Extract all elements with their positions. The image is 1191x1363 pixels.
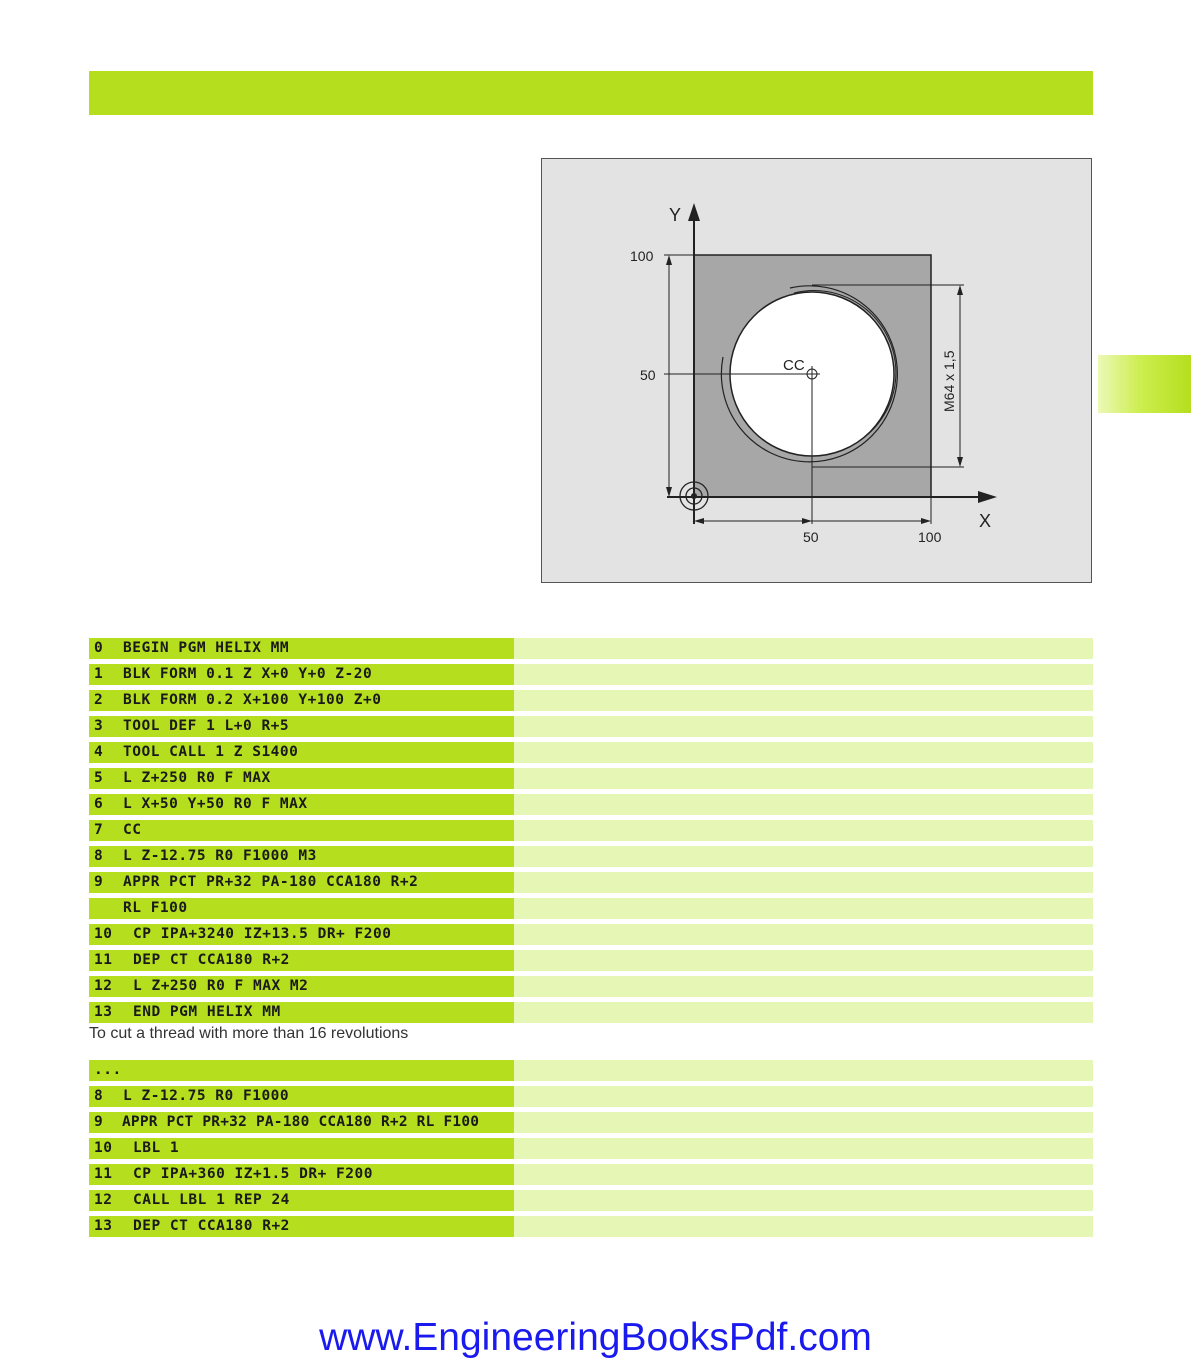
program-listing-loop <box>89 1060 1093 1242</box>
nc-block: BLK FORM 0.2 X+100 Y+100 Z+0 <box>123 692 382 708</box>
nc-block: DEP CT CCA180 R+2 <box>133 1218 290 1234</box>
line-number: 6 <box>94 796 104 812</box>
code-row <box>89 976 1093 997</box>
line-number: 10 <box>94 926 113 942</box>
code-row <box>89 872 1093 893</box>
line-number: 13 <box>94 1004 113 1020</box>
nc-block: APPR PCT PR+32 PA-180 CCA180 R+2 RL F100 <box>122 1114 480 1130</box>
thread-label: M64 x 1,5 <box>941 350 957 412</box>
nc-block: CP IPA+3240 IZ+13.5 DR+ F200 <box>133 926 392 942</box>
code-row <box>89 638 1093 659</box>
nc-block: CC <box>123 822 142 838</box>
code-row <box>89 820 1093 841</box>
code-row <box>89 1002 1093 1023</box>
code-row <box>89 1138 1093 1159</box>
line-number: 12 <box>94 978 113 994</box>
nc-block: L X+50 Y+50 R0 F MAX <box>123 796 308 812</box>
code-row <box>89 1086 1093 1107</box>
code-row <box>89 1060 1093 1081</box>
nc-block: BEGIN PGM HELIX MM <box>123 640 290 656</box>
nc-block: LBL 1 <box>133 1140 180 1156</box>
code-row <box>89 794 1093 815</box>
line-number: 13 <box>94 1218 113 1234</box>
line-number: 5 <box>94 770 104 786</box>
nc-block: L Z-12.75 R0 F1000 <box>123 1088 290 1104</box>
nc-block: L Z+250 R0 F MAX M2 <box>133 978 309 994</box>
x-tick-100: 100 <box>918 529 942 545</box>
x-tick-50: 50 <box>803 529 819 545</box>
line-number: 3 <box>94 718 104 734</box>
chapter-tab <box>1098 355 1191 413</box>
line-number: 8 <box>94 848 104 864</box>
code-row <box>89 1190 1093 1211</box>
nc-block: RL F100 <box>123 900 188 916</box>
nc-block: TOOL DEF 1 L+0 R+5 <box>123 718 290 734</box>
nc-block: CP IPA+360 IZ+1.5 DR+ F200 <box>133 1166 373 1182</box>
x-axis-label: X <box>979 511 992 531</box>
nc-block: L Z+250 R0 F MAX <box>123 770 271 786</box>
line-number: 7 <box>94 822 104 838</box>
line-number: 11 <box>94 952 113 968</box>
code-row <box>89 950 1093 971</box>
nc-block: DEP CT CCA180 R+2 <box>133 952 290 968</box>
line-number: 8 <box>94 1088 104 1104</box>
code-row <box>89 768 1093 789</box>
line-number: 9 <box>94 1114 104 1130</box>
code-row <box>89 924 1093 945</box>
line-number: 1 <box>94 666 104 682</box>
helix-diagram <box>542 159 1093 584</box>
nc-block: APPR PCT PR+32 PA-180 CCA180 R+2 <box>123 874 419 890</box>
y-axis-label: Y <box>669 205 682 225</box>
caption-text: To cut a thread with more than 16 revolutions <box>89 1025 409 1042</box>
code-row <box>89 846 1093 867</box>
line-number: 10 <box>94 1140 113 1156</box>
line-number: 2 <box>94 692 104 708</box>
code-row <box>89 1112 1093 1133</box>
nc-block: BLK FORM 0.1 Z X+0 Y+0 Z-20 <box>123 666 373 682</box>
header-bar <box>89 71 1093 115</box>
code-row <box>89 664 1093 685</box>
watermark-link[interactable]: www.EngineeringBooksPdf.com <box>319 1316 872 1359</box>
line-number: ... <box>94 1062 122 1078</box>
line-number: 4 <box>94 744 104 760</box>
y-tick-50: 50 <box>640 367 656 383</box>
cc-label: CC <box>783 357 805 374</box>
nc-block: END PGM HELIX MM <box>133 1004 281 1020</box>
y-tick-100: 100 <box>630 248 654 264</box>
code-row <box>89 716 1093 737</box>
x-axis-arrow <box>978 491 997 503</box>
line-number: 9 <box>94 874 104 890</box>
nc-block: CALL LBL 1 REP 24 <box>133 1192 290 1208</box>
code-row <box>89 1216 1093 1237</box>
code-row <box>89 742 1093 763</box>
code-row <box>89 1164 1093 1185</box>
helix-figure <box>541 158 1092 583</box>
line-number: 11 <box>94 1166 113 1182</box>
code-row <box>89 898 1093 919</box>
line-number: 12 <box>94 1192 113 1208</box>
program-listing <box>89 638 1093 1028</box>
nc-block: L Z-12.75 R0 F1000 M3 <box>123 848 317 864</box>
code-row <box>89 690 1093 711</box>
nc-block: TOOL CALL 1 Z S1400 <box>123 744 299 760</box>
line-number: 0 <box>94 640 104 656</box>
y-axis-arrow <box>688 203 700 221</box>
